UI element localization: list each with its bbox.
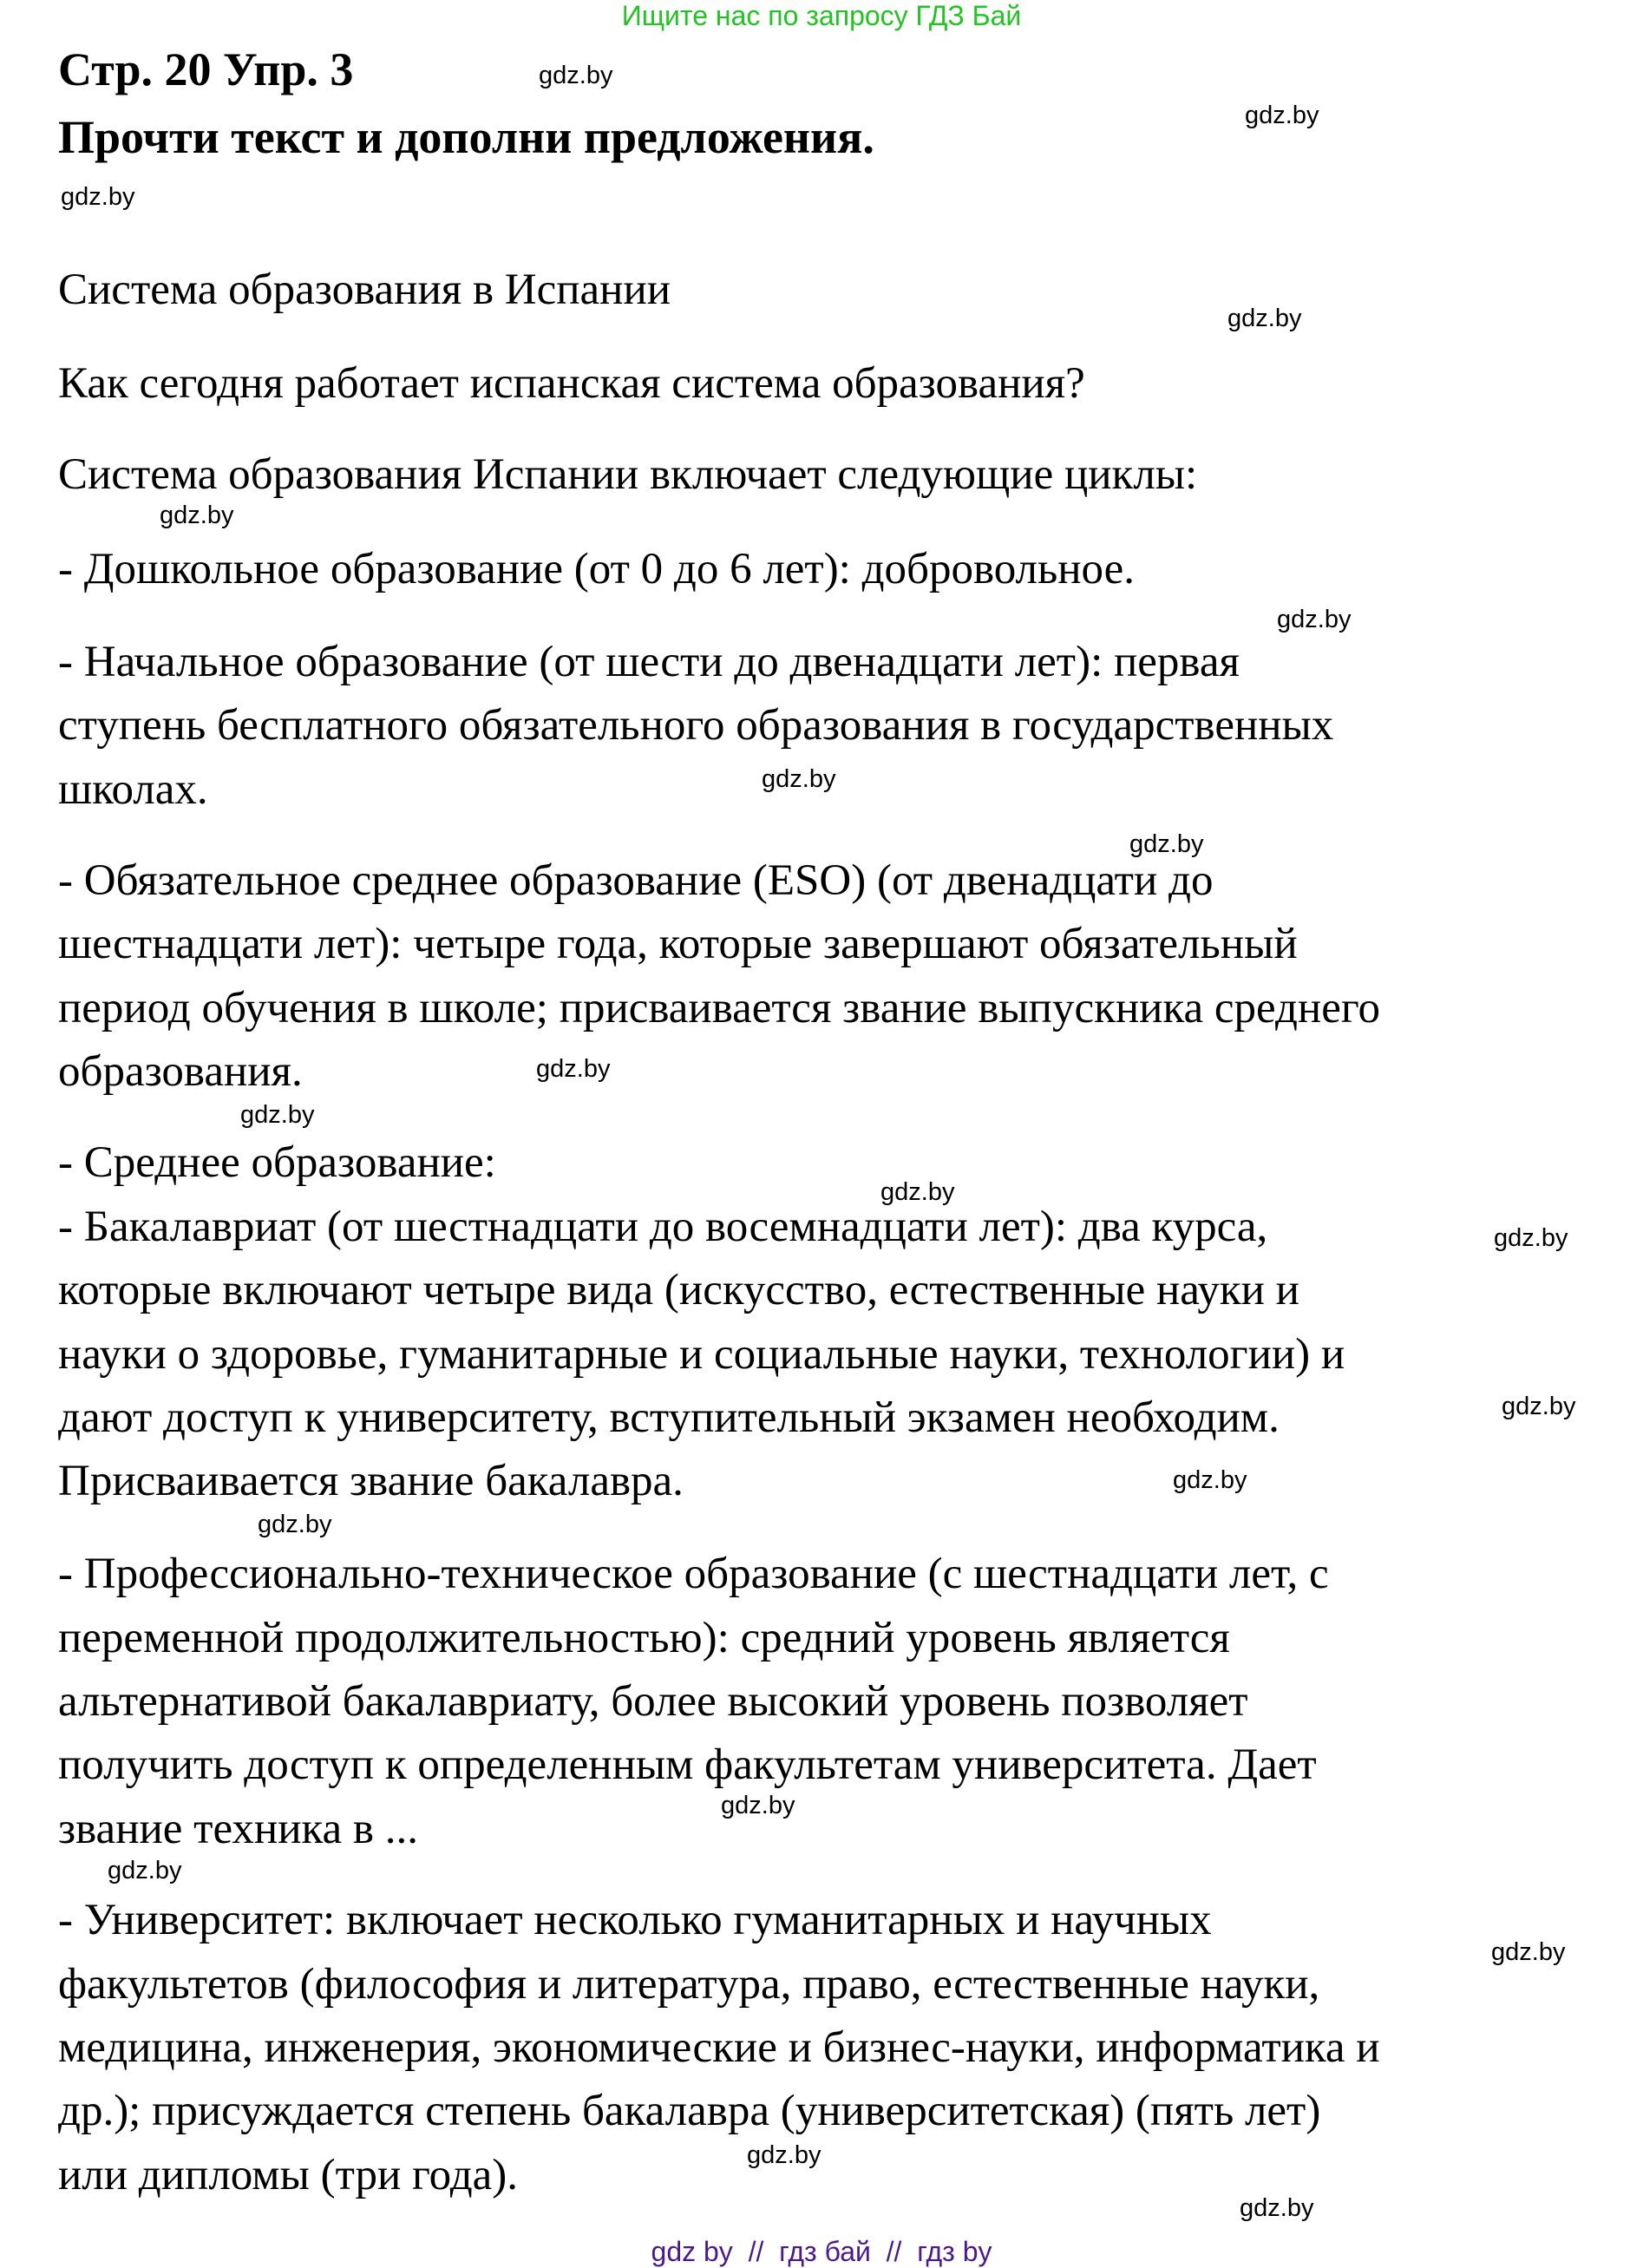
text-line: период обучения в школе; присваивается звание выпускника среднего (58, 984, 1380, 1032)
task-instruction: Прочти текст и дополни предложения. (58, 111, 874, 163)
text-line: шестнадцати лет): четыре года, которые завершают обязательный (58, 920, 1298, 968)
text-line: альтернативой бакалавриату, более высокий уровень позволяет (58, 1677, 1248, 1726)
text-line: переменной продолжительностью): средний уровень является (58, 1614, 1230, 1662)
watermark: gdz.by (1502, 1393, 1576, 1420)
text-line: Как сегодня работает испанская система образования? (58, 359, 1085, 408)
text-line: Система образования Испании включает следующие циклы: (58, 450, 1198, 499)
watermark: gdz.by (880, 1178, 955, 1206)
watermark: gdz.by (1494, 1224, 1568, 1252)
text-line: ступень бесплатного обязательного образования в государственных (58, 701, 1334, 750)
text-line: факультетов (философия и литература, право, естественные науки, (58, 1960, 1320, 2009)
watermark: gdz.by (240, 1101, 315, 1129)
watermark: gdz.by (1245, 102, 1319, 129)
page-title: Стр. 20 Упр. 3 (58, 43, 354, 95)
watermark: gdz.by (1240, 2194, 1314, 2222)
watermark: gdz.by (1491, 1938, 1566, 1966)
text-line: которые включают четыре вида (искусство, естественные науки и (58, 1266, 1299, 1314)
watermark: gdz.by (1129, 830, 1204, 858)
text-line: образования. (58, 1047, 303, 1096)
text-line: медицина, инженерия, экономические и бизнес-науки, информатика и (58, 2023, 1380, 2072)
text-line: - Профессионально-техническое образование (с шестнадцати лет, с (58, 1550, 1329, 1598)
text-line: дают доступ к университету, вступительный экзамен необходим. (58, 1393, 1280, 1442)
watermark: gdz.by (258, 1511, 332, 1538)
text-line: звание техника в ... (58, 1805, 418, 1853)
watermark: gdz.by (61, 183, 135, 211)
text-title: Система образования в Испании (58, 265, 671, 314)
text-line: или дипломы (три года). (58, 2151, 519, 2199)
bottom-banner[interactable]: gdz by // гдз бай // гдз by (651, 2236, 992, 2267)
watermark: gdz.by (160, 501, 234, 529)
watermark: gdz.by (721, 1792, 795, 1819)
watermark: gdz.by (747, 2141, 822, 2169)
text-line: получить доступ к определенным факультетам университета. Дает (58, 1740, 1317, 1789)
watermark: gdz.by (108, 1857, 182, 1885)
text-line: - Обязательное среднее образование (ESO) (от двенадцати до (58, 856, 1214, 905)
watermark: gdz.by (536, 1055, 611, 1083)
watermark: gdz.by (1277, 606, 1352, 633)
text-line: школах. (58, 765, 208, 814)
top-banner[interactable]: Ищите нас по запросу ГДЗ Бай (621, 0, 1022, 31)
watermark: gdz.by (1227, 305, 1302, 332)
text-line: - Среднее образование: (58, 1138, 496, 1187)
watermark: gdz.by (539, 62, 613, 89)
text-line: - Начальное образование (от шести до двенадцати лет): первая (58, 638, 1240, 686)
text-line: - Бакалавриат (от шестнадцати до восемнадцати лет): два курса, (58, 1203, 1268, 1251)
watermark: gdz.by (762, 765, 836, 793)
text-line: Присваивается звание бакалавра. (58, 1457, 684, 1505)
text-line: др.); присуждается степень бакалавра (университетская) (пять лет) (58, 2087, 1321, 2135)
text-line: - Дошкольное образование (от 0 до 6 лет): добровольное. (58, 545, 1136, 593)
text-line: науки о здоровье, гуманитарные и социальные науки, технологии) и (58, 1330, 1345, 1379)
watermark: gdz.by (1173, 1466, 1247, 1494)
text-line: - Университет: включает несколько гуманитарных и научных (58, 1896, 1212, 1944)
